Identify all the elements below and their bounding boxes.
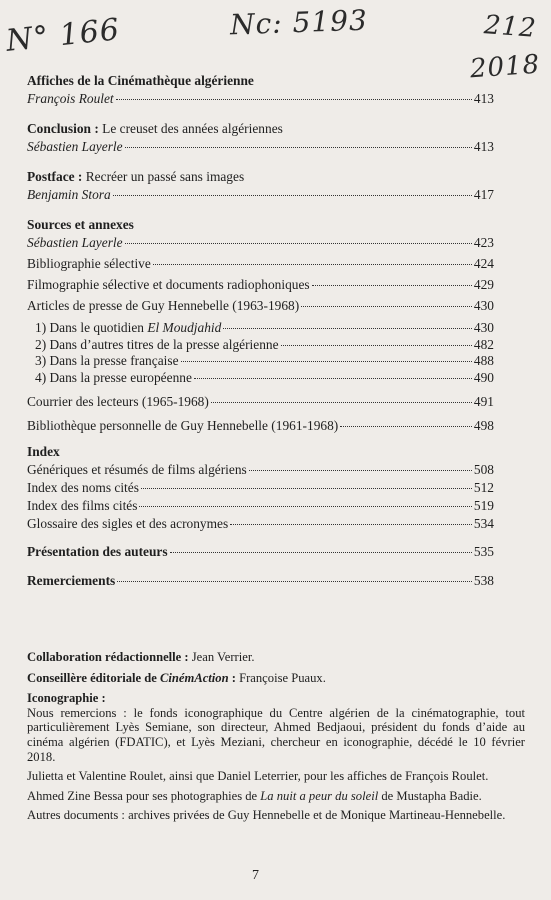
entry-page: 519: [473, 498, 494, 513]
entry-page: 498: [473, 418, 494, 433]
entry-page: 423: [473, 235, 494, 250]
toc-section-conclusion: [27, 120, 494, 156]
credit-label-italic: CinémAction: [160, 670, 229, 685]
toc-subentry: [27, 337, 494, 354]
entry-author: Sébastien Layerle: [27, 235, 123, 250]
entry-page: 508: [473, 462, 494, 477]
entry-label: Filmographie sélective et documents radiophoniques: [27, 277, 310, 292]
toc-section-remerciements: [27, 572, 494, 590]
dot-leader: [181, 361, 472, 362]
credit-label: Collaboration rédactionnelle :: [27, 650, 189, 664]
entry-page: 488: [473, 353, 494, 368]
section-title: Sources et annexes: [27, 217, 134, 232]
entry-author: Benjamin Stora: [27, 187, 111, 202]
credit-value: Françoise Puaux.: [235, 670, 326, 685]
dot-leader: [281, 345, 472, 346]
dot-leader: [249, 470, 472, 471]
credits-block: [27, 650, 525, 823]
toc-entry: [27, 572, 494, 590]
entry-page: 535: [473, 544, 494, 559]
toc-entry: [27, 543, 494, 561]
toc-entry: [27, 255, 494, 273]
entry-label: Bibliographie sélective: [27, 256, 151, 271]
dot-leader: [125, 147, 472, 148]
entry-label: 3) Dans la presse française: [35, 353, 179, 368]
credit-paragraph: Julietta et Valentine Roulet, ainsi que Daniel Leterrier, pour les affiches de François Roulet.: [27, 769, 489, 784]
entry-label: Index des noms cités: [27, 480, 139, 495]
credit-iconographie-label: Iconographie :: [27, 691, 106, 706]
credit-collaboration: [27, 650, 525, 665]
entry-page: 417: [473, 187, 494, 202]
toc-section-affiches: [27, 72, 494, 108]
section-title: [27, 168, 494, 186]
subsection-list: [27, 320, 494, 386]
dot-leader: [223, 328, 472, 329]
entry-label: 4) Dans la presse européenne: [35, 369, 192, 385]
dot-leader: [301, 306, 472, 307]
entry-label-italic: El Moudjahid: [147, 320, 222, 335]
entry-label: Articles de presse de Guy Hennebelle (1963-1968): [27, 298, 300, 313]
entry-page: 429: [473, 277, 494, 292]
toc-subentry: [27, 353, 494, 370]
toc-entry: [27, 515, 494, 533]
toc-entry: [27, 138, 494, 156]
dot-leader: [139, 506, 471, 507]
credit-conseillere: [27, 671, 525, 686]
entry-label: Bibliothèque personnelle de Guy Hennebelle (1961-1968): [27, 418, 339, 433]
entry-author: Sébastien Layerle: [27, 139, 123, 154]
dot-leader: [141, 488, 472, 489]
credit-paragraph: [27, 789, 525, 804]
toc-entry: [27, 90, 494, 108]
toc-entry: [27, 276, 494, 294]
dot-leader: [170, 552, 472, 553]
entry-label: Génériques et résumés de films algériens: [27, 462, 247, 477]
section-title-bold: Conclusion :: [27, 121, 99, 136]
entry-label: Index des films cités: [27, 498, 138, 513]
dot-leader: [153, 264, 472, 265]
page-number: 7: [252, 868, 259, 883]
toc-entry: [27, 497, 494, 515]
credit-text-italic: La nuit a peur du soleil: [260, 788, 379, 803]
handwritten-year: 2018: [469, 49, 542, 85]
toc-entry: [27, 186, 494, 204]
toc-entry: [27, 461, 494, 479]
credit-label-colon: :: [228, 670, 236, 685]
entry-page: 430: [473, 298, 494, 313]
credit-label: Conseillère éditoriale de: [27, 670, 161, 685]
entry-page: 490: [473, 369, 494, 385]
dot-leader: [194, 378, 472, 379]
credit-text: de Mustapha Badie.: [378, 788, 482, 803]
entry-label-text: 1) Dans le quotidien: [35, 320, 148, 335]
dot-leader: [117, 581, 472, 582]
entry-page: 482: [473, 336, 494, 352]
dot-leader: [340, 426, 472, 427]
toc-subentry: [27, 370, 494, 387]
toc-entry: [27, 479, 494, 497]
section-title: Présentation des auteurs: [27, 544, 168, 559]
entry-page: 491: [473, 394, 494, 409]
dot-leader: [312, 285, 472, 286]
entry-label: Courrier des lecteurs (1965-1968): [27, 394, 209, 409]
toc-entry: [27, 417, 494, 435]
toc-entry: [27, 234, 494, 252]
toc-entry: [27, 393, 494, 411]
entry-author: François Roulet: [27, 91, 114, 106]
entry-page: 512: [473, 480, 494, 495]
dot-leader: [116, 99, 472, 100]
handwritten-reference: Nc: 5193: [229, 3, 369, 42]
section-title: Index: [27, 444, 60, 459]
entry-page: 413: [473, 91, 494, 106]
entry-label: 2) Dans d’autres titres de la presse algérienne: [35, 336, 279, 352]
credit-paragraph: Autres documents : archives privées de Guy Hennebelle et de Monique Martineau-Hennebelle.: [27, 808, 506, 823]
dot-leader: [211, 402, 472, 403]
entry-page: 413: [473, 139, 494, 154]
section-title-bold: Postface :: [27, 169, 83, 184]
section-title: Affiches de la Cinémathèque algérienne: [27, 73, 254, 88]
toc-section-postface: [27, 168, 494, 204]
dot-leader: [230, 524, 472, 525]
section-title: [27, 120, 494, 138]
entry-page: 430: [473, 320, 494, 335]
section-title-rest: Le creuset des années algériennes: [98, 121, 283, 136]
toc-section-index: [27, 443, 494, 533]
section-title-rest: Recréer un passé sans images: [82, 169, 245, 184]
entry-page: 424: [473, 256, 494, 271]
entry-label: Glossaire des sigles et des acronymes: [27, 516, 229, 531]
handwritten-number: N° 166: [4, 12, 122, 59]
table-of-contents: [27, 72, 494, 590]
credit-paragraph: Nous remercions : le fonds iconographique du Centre algérien de la cinématographie, tout particulièrement Lyès Semiane, son directeur, Ahmed Bedjaoui, président du fonds d’aide au cinéma algérien (FDATIC), et Lyès Meziani, chercheur en iconographie, décédé le 10 février 2018.: [27, 705, 525, 764]
handwritten-code: 212: [483, 10, 538, 44]
section-title: Remerciements: [27, 573, 116, 588]
toc-entry: [27, 297, 494, 315]
toc-section-presentation: [27, 543, 494, 561]
credit-text: Ahmed Zine Bessa pour ses photographies de: [27, 788, 261, 803]
entry-page: 538: [473, 573, 494, 588]
dot-leader: [125, 243, 472, 244]
entry-label: [35, 320, 221, 337]
dot-leader: [113, 195, 472, 196]
credit-value: Jean Verrier.: [188, 650, 255, 664]
entry-page: 534: [473, 516, 494, 531]
toc-section-sources: [27, 216, 494, 435]
toc-subentry: [27, 320, 494, 337]
